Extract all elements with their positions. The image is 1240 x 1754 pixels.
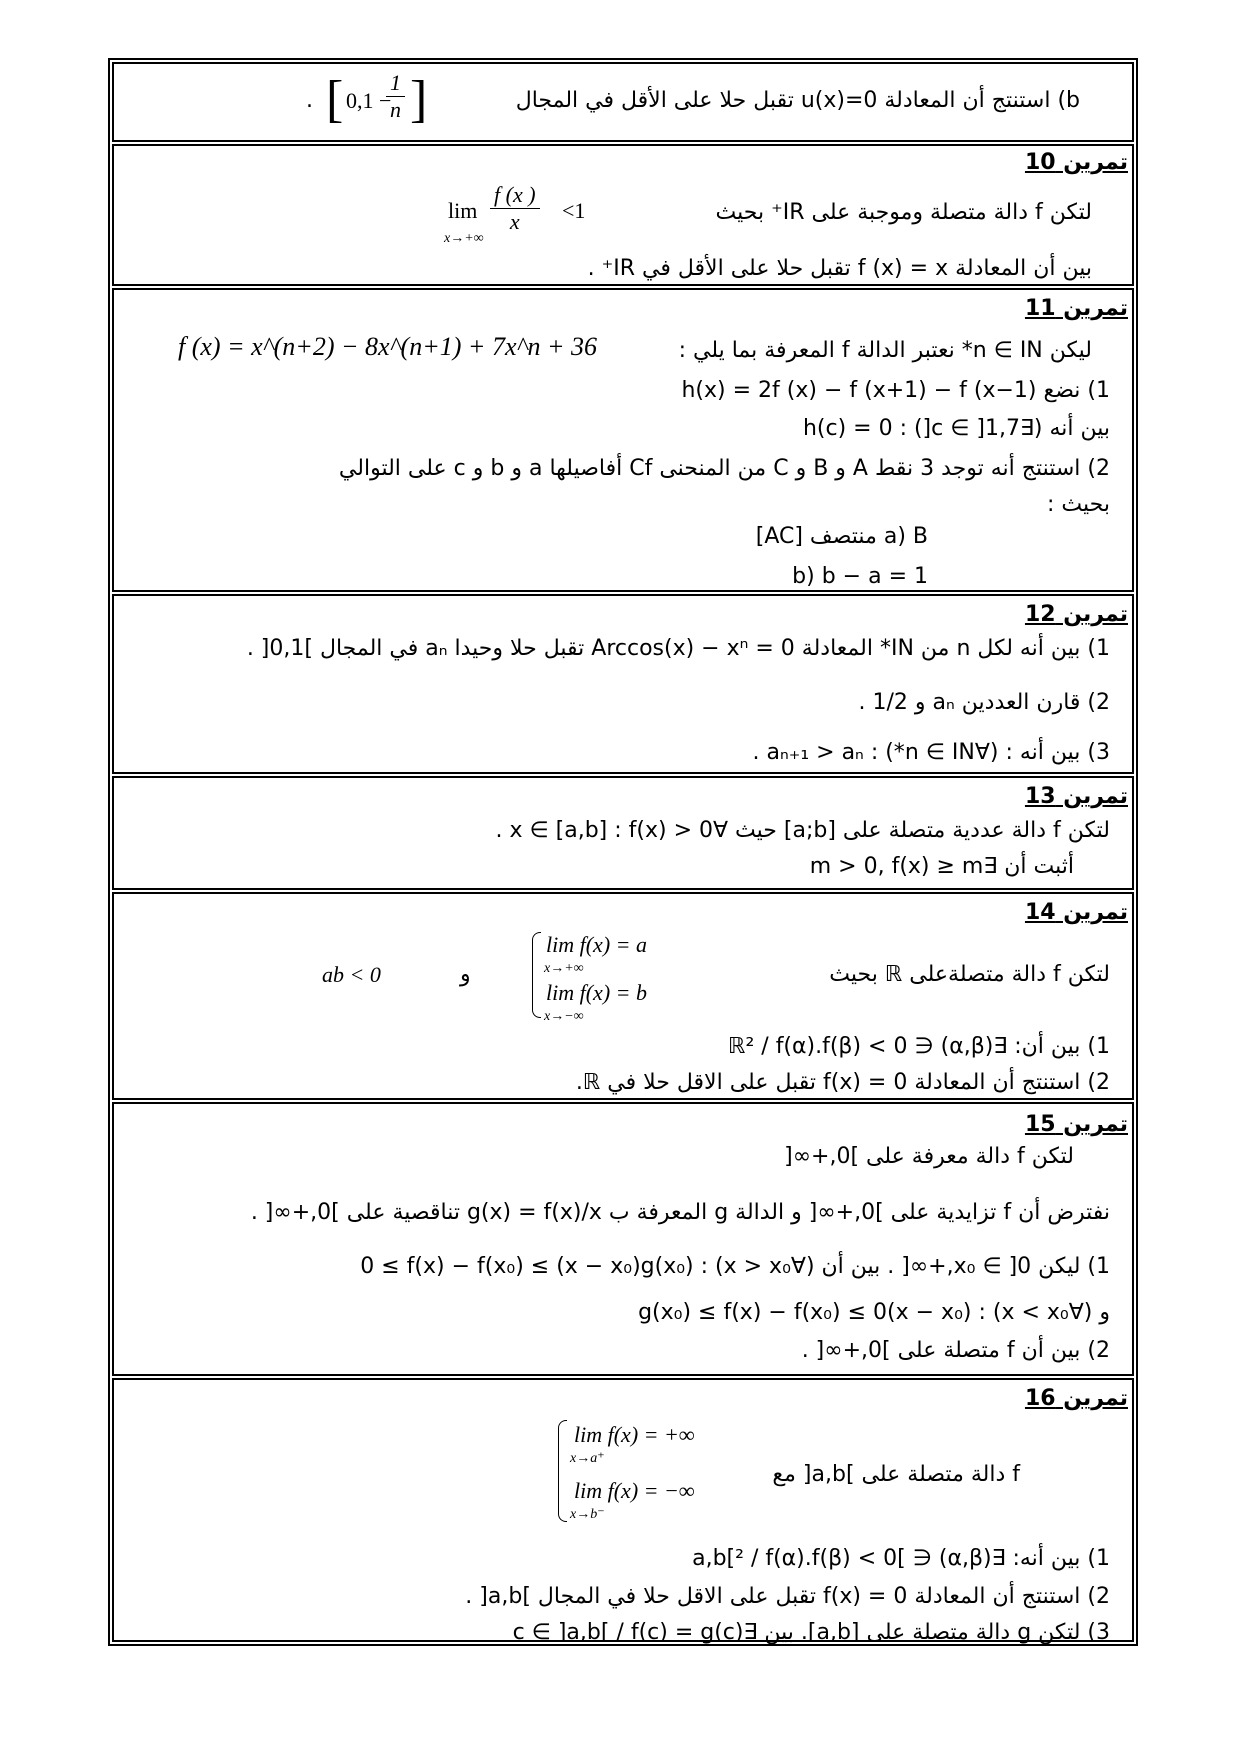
ex14-lim2: lim f(x) = b [546,980,647,1005]
ex12-line3: 3) بين أنه : (∀n ∈ IN*) : aₙ₊₁ > aₙ . [752,740,1110,765]
ex11-line2: 1) نضع h(x) = 2f (x) − f (x+1) − f (x−1) [681,378,1110,403]
ex16-lim1: lim f(x) = +∞ [574,1422,695,1447]
ex11-line5: بحيث : [1047,492,1110,517]
b-question-text: b) استنتج أن المعادلة u(x)=0 تقبل حلا على الأقل في المجال [515,88,1080,113]
ex15-line5: 2) بين أن f متصلة على ]0,+∞[ . [801,1338,1110,1363]
exercise-title-12: تمرين 12 [1024,602,1128,627]
ex14-lim1: lim f(x) = a [546,932,647,957]
ex13-line2: أثبت أن ∃m > 0, f(x) ≥ m [809,854,1074,879]
ex12-line2: 2) قارن العددين aₙ و 1/2 . [858,690,1110,715]
ex15-line3: 1) ليكن x₀ ∈ ]0,+∞[ . بين أن (∀x > x₀) : 0 ≤ f(x) − f(x₀) ≤ (x − x₀)g(x₀) [360,1254,1110,1279]
ex16-lim1-sub: x→a⁺ [570,1451,605,1466]
interval-fraction: $\frac{1}{n}$ [386,70,405,123]
ex10-lt1: <1 [562,198,586,223]
ex14-line1: لتكن f دالة متصلةعلى ℝ بحيث [829,962,1110,987]
ex11-line6: a) B منتصف [AC] [755,524,928,549]
ex11-formula: f (x) = x^(n+2) − 8x^(n+1) + 7x^n + 36 [178,332,598,361]
ex12-line1: 1) بين أنه لكل n من IN* المعادلة Arccos(x) − xⁿ = 0 تقبل حلا وحيدا aₙ في المجال ]0,1[ . [246,636,1110,661]
ex14-line3: 2) استنتج أن المعادلة f(x) = 0 تقبل على الاقل حلا في ℝ. [575,1070,1110,1095]
ex16-line4: 3) لتكن g دالة متصلة على [a,b]. بين ∃c ∈ ]a,b[ / f(c) = g(c) [512,1620,1110,1645]
ex14-lim1-sub: x→+∞ [544,961,584,976]
ex10-lim-sub: x→+∞ [444,231,484,246]
ex11-line1: ليكن n ∈ IN* نعتبر الدالة f المعرفة بما يلي : [678,338,1092,363]
exercise-title-11: تمرين 11 [1024,296,1128,321]
ex11-line3: بين أنه (∃c ∈ ]1,7[) : h(c) = 0 [802,416,1110,441]
interval-bracket-left: [ [326,71,344,128]
ex10-line2: بين أن المعادلة f (x) = x تقبل حلا على الأقل في IR⁺ . [587,256,1092,281]
ex16-line3: 2) استنتج أن المعادلة f(x) = 0 تقبل على الاقل حلا في المجال ]a,b[ . [465,1584,1110,1609]
exercise-title-13: تمرين 13 [1024,784,1128,809]
interval-bracket-right: ] [410,71,428,128]
exercise-title-14: تمرين 14 [1024,900,1128,925]
exercise-title-15: تمرين 15 [1024,1112,1128,1137]
ex10-line1: لتكن f دالة متصلة وموجبة على IR⁺ بحيث [715,200,1092,225]
ex16-line1: f دالة متصلة على ]a,b[ مع [772,1462,1020,1487]
ex11-line4: 2) استنتج أنه توجد 3 نقط A و B و C من المنحنى Cf أفاصيلها a و b و c على التوالي [338,456,1110,481]
ex15-line2: نفترض أن f تزايدية على ]0,+∞[ و الدالة g المعرفة ب g(x) = f(x)/x تناقصية على ]0,+∞[ . [250,1200,1110,1225]
ex16-line2: 1) بين أنه: ∃(α,β) ∈ ]a,b[² / f(α).f(β) < 0 [692,1546,1110,1571]
exercise-title-16: تمرين 16 [1024,1386,1128,1411]
ex14-brace [532,932,541,1018]
ex15-line1: لتكن f دالة معرفة على ]0,+∞[ [784,1144,1074,1169]
ex14-line2: 1) بين أن: ∃(α,β) ∈ ℝ² / f(α).f(β) < 0 [728,1034,1110,1059]
exercise-title-10: تمرين 10 [1024,150,1128,175]
ex14-lim2-sub: x→−∞ [544,1009,584,1024]
interval-left-text: 0,1 − [346,88,392,113]
ex14-ab: ab < 0 [322,962,381,987]
ex15-line4: و (∀x < x₀) : (x − x₀)g(x₀) ≤ f(x) − f(x₀) ≤ 0 [638,1300,1110,1325]
ex14-and: و [460,962,471,987]
ex16-brace [558,1420,567,1522]
ex16-lim2-sub: x→b⁻ [570,1507,605,1522]
ex13-line1: لتكن f دالة عددية متصلة على [a;b] حيث ∀x ∈ [a,b] : f(x) > 0 . [495,818,1110,843]
ex10-lim: lim [448,198,478,223]
ex11-line7: b) b − a = 1 [792,564,928,589]
period: . [306,88,313,113]
ex10-fraction: $\frac{f (x )}{x}$ [490,182,540,235]
ex16-lim2: lim f(x) = −∞ [574,1478,695,1503]
